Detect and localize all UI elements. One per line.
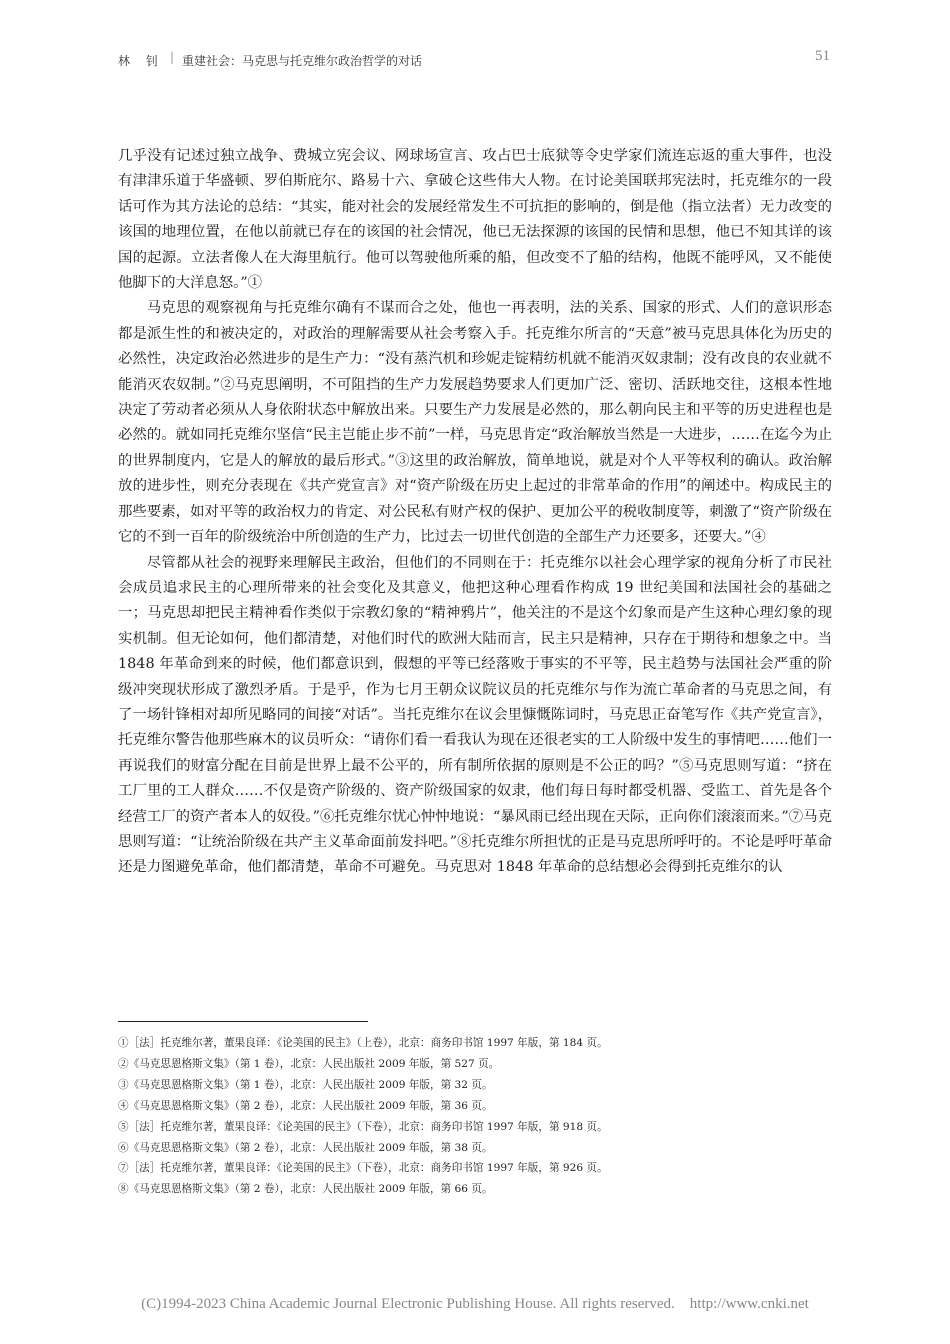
footnote-8: ⑧《马克思恩格斯文集》（第 2 卷），北京：人民出版社 2009 年版，第 66 页。	[118, 1183, 493, 1196]
footnote-2: ②《马克思恩格斯文集》（第 1 卷），北京：人民出版社 2009 年版，第 527 页。	[118, 1057, 500, 1070]
copyright-notice: (C)1994-2023 China Academic Journal Electronic Publishing House. All rights reserved. http://www.cnki.net	[141, 1296, 809, 1312]
footnotes	[118, 1033, 832, 1200]
footnote-7: ⑦［法］托克维尔著，董果良译：《论美国的民主》（下卷），北京：商务印书馆 1997 年版，第 926 页。	[118, 1162, 608, 1175]
footnote-1: ①［法］托克维尔著，董果良译：《论美国的民主》（上卷），北京：商务印书馆 1997 年版，第 184 页。	[118, 1037, 608, 1049]
page-number: 51	[815, 48, 830, 64]
header-separator: |	[170, 50, 175, 64]
footnote-4: ④《马克思恩格斯文集》（第 2 卷），北京：人民出版社 2009 年版，第 36 页。	[118, 1099, 493, 1112]
paragraph-2: 马克思的观察视角与托克维尔确有不谋而合之处，他也一再表明，法的关系、国家的形式、人们的意识形态都是派生性的和被决定的，对政治的理解需要从社会考察入手。托克维尔所言的“天意”被马克思具体化为历史的必然性，决定政治必然进步的是生产力：“没有蒸汽机和珍妮走锭精纺机就不能消灭奴隶制；没有改良的农业就不能消灭农奴制。”②马克思阐明，不可阻挡的生产力发展趋势要求人们更加广泛、密切、活跃地交往，这根本性地决定了劳动者必须从人身依附状态中解放出来。只要生产力发展是必然的，那么朝向民主和平等的历史进程也是必然的。就如同托克维尔坚信“民主岂能止步不前”一样，马克思肯定“政治解放当然是一大进步，……在迄今为止的世界制度内，它是人的解放的最后形式。”③这里的政治解放，简单地说，就是对个人平等权利的确认。政治解放的进步性，则充分表现在《共产党宣言》对“资产阶级在历史上起过的非常革命的作用”的阐述中。构成民主的那些要素，如对平等的政治权力的肯定、对公民私有财产权的保护、更加公平的税收制度等，刺激了“资产阶级在它的不到一百年的阶级统治中所创造的生产力，比过去一切世代创造的全部生产力还要多，还要大。”④	[118, 300, 832, 546]
running-header	[118, 48, 830, 72]
paragraph-3: 尽管都从社会的视野来理解民主政治，但他们的不同则在于：托克维尔以社会心理学家的视角分析了市民社会成员追求民主的心理所带来的社会变化及其意义，他把这种心理看作构成 19 世纪美国和法国社会的基础之一；马克思却把民主精神看作类似于宗教幻象的“精神鸦片”，他关注的不是这个幻象而是产生这种心理幻象的现实机制。但无论如何，他们都清楚，对他们时代的欧洲大陆而言，民主只是精神，只存在于期待和想象之中。当 1848 年革命到来的时候，他们都意识到，假想的平等已经落败于事实的不平等，民主趋势与法国社会严重的阶级冲突现状形成了激烈矛盾。于是乎，作为七月王朝众议院议员的托克维尔与作为流亡革命者的马克思之间，有了一场针锋相对却所见略同的间接“对话”。当托克维尔在议会里慷慨陈词时，马克思正奋笔写作《共产党宣言》，托克维尔警告他那些麻木的议员听众：“请你们看一看我认为现在还很老实的工人阶级中发生的事情吧……他们一再说我们的财富分配在目前是世界上最不公平的，所有制所依据的原则是不公正的吗？”⑤马克思则写道：“挤在工厂里的工人群众……不仅是资产阶级的、资产阶级国家的奴隶，他们每日每时都受机器、受监工、首先是各个经营工厂的资产者本人的奴役。”⑥托克维尔忧心忡忡地说：“暴风雨已经出现在天际，正向你们滚滚而来。”⑦马克思则写道：“让统治阶级在共产主义革命面前发抖吧。”⑧托克维尔所担忧的正是马克思所呼吁的。不论是呼吁革命还是力图避免革命，他们都清楚，革命不可避免。马克思对 1848 年革命的总结想必会得到托克维尔的认	[118, 554, 832, 876]
footnote-5: ⑤［法］托克维尔著，董果良译：《论美国的民主》（下卷），北京：商务印书馆 1997 年版，第 918 页。	[118, 1120, 608, 1133]
footnote-3: ③《马克思恩格斯文集》（第 1 卷），北京：人民出版社 2009 年版，第 32 页。	[118, 1078, 493, 1091]
article-body	[118, 144, 832, 881]
header-author: 林 钊	[118, 54, 164, 68]
paragraph-1: 几乎没有记述过独立战争、费城立宪会议、网球场宣言、攻占巴士底狱等令史学家们流连忘返的重大事件，也没有津津乐道于华盛顿、罗伯斯庇尔、路易十六、拿破仑这些伟大人物。在讨论美国联邦宪法时，托克维尔的一段话可作为其方法论的总结：“其实，能对社会的发展经常发生不可抗拒的影响的，倒是他（指立法者）无力改变的该国的地理位置，在他以前就已存在的该国的社会情况，他已无法探源的该国的民情和思想，他已不知其详的该国的起源。立法者像人在大海里航行。他可以驾驶他所乘的船，但改变不了船的结构，他既不能呼风，又不能使他脚下的大洋息怒。”①	[118, 148, 832, 292]
footnote-6: ⑥《马克思恩格斯文集》（第 2 卷），北京：人民出版社 2009 年版，第 38 页。	[118, 1141, 493, 1154]
footnote-divider	[118, 1021, 368, 1022]
header-article-title: 重建社会：马克思与托克维尔政治哲学的对话	[182, 54, 423, 68]
